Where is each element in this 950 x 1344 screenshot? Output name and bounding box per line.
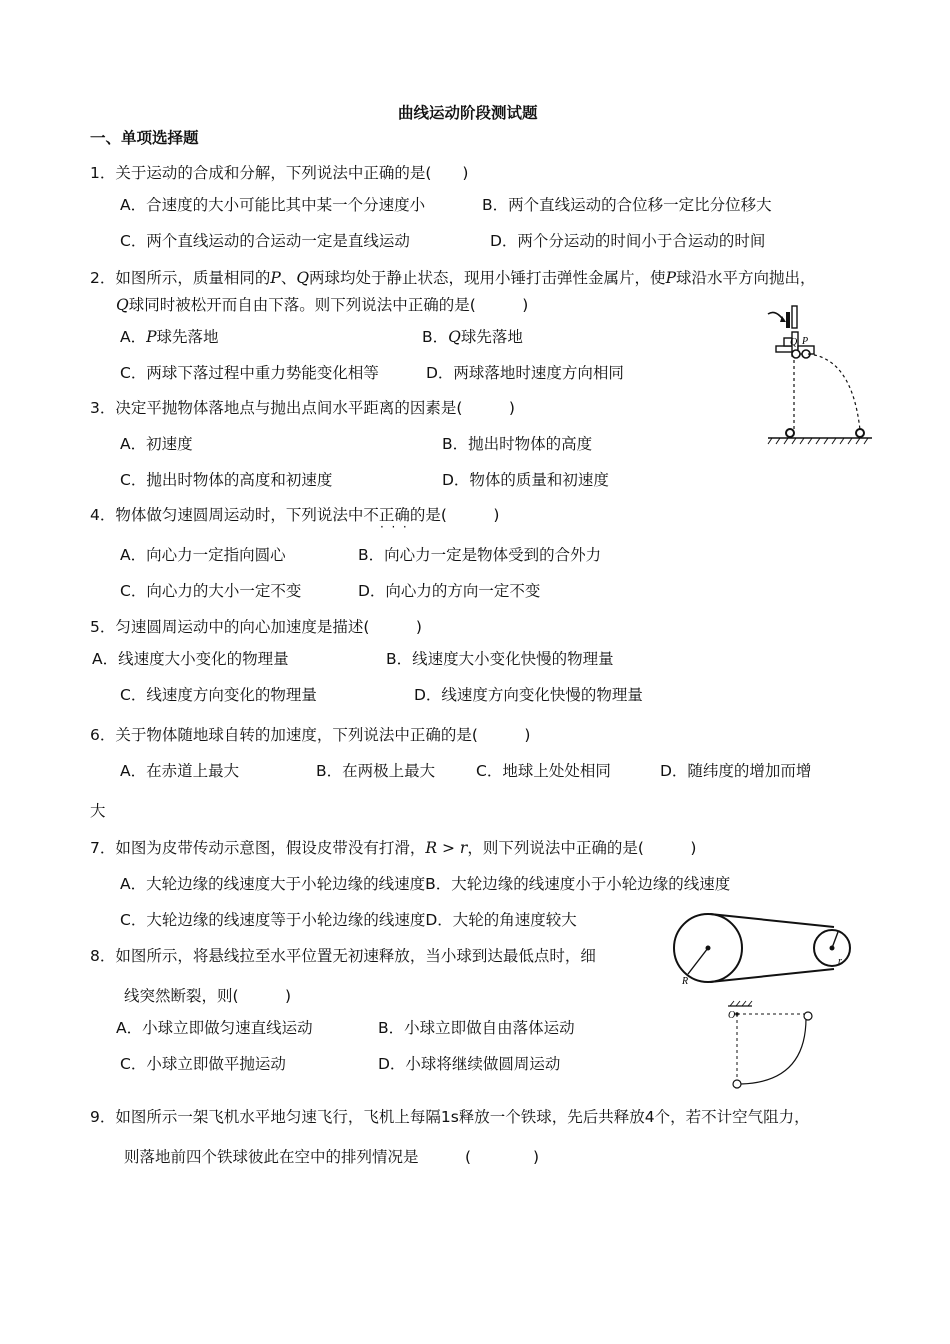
fig-label-p: P: [802, 336, 809, 347]
q4-stem: 4．物体做匀速圆周运动时，下列说法中不正确的是( ): [90, 506, 500, 524]
q7-var-R: R: [425, 839, 438, 857]
q1-option-d: D．两个分运动的时间小于合运动的时间: [490, 232, 766, 250]
q9-stem-line1: 9．如图所示一架飞机水平地匀速飞行，飞机上每隔1s释放一个铁球，先后共释放4个，若不计空气阻力，: [90, 1108, 810, 1126]
q6-stem: 6．关于物体随地球自转的加速度，下列说法中正确的是( ): [90, 726, 531, 744]
q3-stem: 3．决定平抛物体落地点与抛出点间水平距离的因素是( ): [90, 399, 515, 417]
projectile-apparatus-figure: [760, 302, 880, 452]
q3-option-a: A．初速度: [120, 435, 193, 453]
q4-option-d: D．向心力的方向一定不变: [358, 582, 541, 600]
q8-option-d: D．小球将继续做圆周运动: [378, 1055, 561, 1073]
q1-option-b: B．两个直线运动的合位移一定比分位移大: [482, 196, 772, 214]
fig-label-R: R: [682, 976, 689, 987]
q2-var-q: Q: [296, 269, 310, 287]
emphasis-dots: · · ·: [380, 520, 407, 534]
q7-options-ab: A．大轮边缘的线速度大于小轮边缘的线速度B．大轮边缘的线速度小于小轮边缘的线速度: [120, 875, 731, 893]
q6-option-b: B．在两极上最大: [316, 762, 436, 780]
q2-option-c: C．两球下落过程中重力势能变化相等: [120, 364, 379, 382]
q2-b-var: Q: [448, 328, 461, 346]
q7-stem-text-2: ，则下列说法中正确的是( ): [467, 839, 697, 857]
q3-option-d: D．物体的质量和初速度: [442, 471, 609, 489]
q8-option-c: C．小球立即做平抛运动: [120, 1055, 286, 1073]
fig-label-r: r: [838, 956, 842, 967]
q2-stem-line2: [116, 295, 528, 315]
q7-options-cd: C．大轮边缘的线速度等于小轮边缘的线速度D．大轮的角速度较大: [120, 911, 577, 929]
q2-b-prefix: B．: [422, 328, 449, 346]
q2-a-text: 球先落地: [156, 328, 219, 346]
q6-option-d-continued: 大: [90, 802, 106, 820]
q2-var-q2: Q: [116, 296, 129, 314]
fig-label-o: O: [728, 1010, 736, 1021]
q3-option-c: C．抛出时物体的高度和初速度: [120, 471, 333, 489]
q4-option-a: A．向心力一定指向圆心: [120, 546, 286, 564]
q5-option-b: B．线速度大小变化快慢的物理量: [386, 650, 614, 668]
q8-stem-line2: 线突然断裂，则( ): [124, 987, 292, 1005]
q2-a-prefix: A．: [120, 328, 147, 346]
q8-option-b: B．小球立即做自由落体运动: [378, 1019, 575, 1037]
q4-option-b: B．向心力一定是物体受到的合外力: [358, 546, 602, 564]
q6-option-d: D．随纬度的增加而增: [660, 762, 812, 780]
q2-stem-text-3: 球沿水平方向抛出，: [676, 269, 816, 287]
belt-drive-figure: [668, 910, 858, 990]
q2-stem-text-1: 2．如图所示，质量相同的: [90, 269, 271, 287]
q2-option-d: D．两球落地时速度方向相同: [426, 364, 624, 382]
q2-stem-text-4: 球同时被松开而自由下落。则下列说法中正确的是( ): [128, 296, 529, 314]
q2-var-p: P: [270, 269, 281, 287]
q6-option-c: C．地球上处处相同: [476, 762, 611, 780]
q2-b-text: 球先落地: [460, 328, 523, 346]
q6-option-a: A．在赤道上最大: [120, 762, 240, 780]
q2-stem-text-2: 两球均处于静止状态，现用小锤打击弹性金属片，使: [309, 269, 666, 287]
q8-option-a: A．小球立即做匀速直线运动: [116, 1019, 313, 1037]
q1-option-a: A．合速度的大小可能比其中某一个分速度小: [120, 196, 426, 214]
q5-option-a: A．线速度大小变化的物理量: [92, 650, 289, 668]
q1-stem: 1．关于运动的合成和分解，下列说法中正确的是( ): [90, 164, 469, 182]
page-title: 曲线运动阶段测试题: [398, 104, 538, 122]
q2-stem-line1: [90, 268, 816, 288]
q7-stem-text-1: 7．如图为皮带传动示意图，假设皮带没有打滑，: [90, 839, 426, 857]
q2-option-b: [422, 327, 523, 347]
q8-stem-line1: 8．如图所示，将悬线拉至水平位置无初速释放，当小球到达最低点时，细: [90, 947, 596, 965]
section-heading: 一、单项选择题: [90, 129, 199, 147]
q2-a-var: P: [146, 328, 157, 346]
q7-var-r: r: [459, 839, 468, 857]
q2-sep: 、: [280, 269, 297, 287]
q5-option-c: C．线速度方向变化的物理量: [120, 686, 317, 704]
fig-label-q: Q: [790, 337, 798, 348]
q5-option-d: D．线速度方向变化快慢的物理量: [414, 686, 643, 704]
q4-option-c: C．向心力的大小一定不变: [120, 582, 302, 600]
q7-gt: >: [437, 839, 460, 857]
q1-option-c: C．两个直线运动的合运动一定是直线运动: [120, 232, 410, 250]
q3-option-b: B．抛出时物体的高度: [442, 435, 593, 453]
q5-stem: 5．匀速圆周运动中的向心加速度是描述( ): [90, 618, 422, 636]
q2-option-a: [120, 327, 219, 347]
pendulum-figure: [722, 998, 822, 1092]
q2-var-p2: P: [665, 269, 676, 287]
q7-stem: [90, 838, 696, 858]
q9-stem-line2: 则落地前四个铁球彼此在空中的排列情况是 ( ): [124, 1148, 540, 1166]
